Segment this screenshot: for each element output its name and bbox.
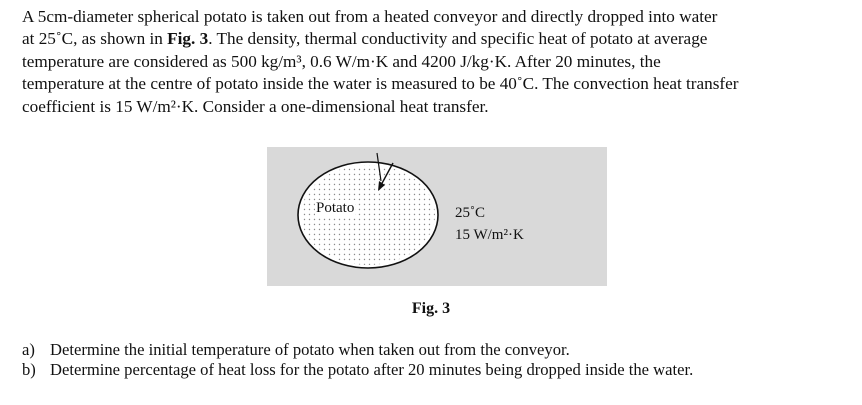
figure-caption: Fig. 3 <box>411 300 451 317</box>
question-b-text: Determine percentage of heat loss for the potato after 20 minutes being dropped inside the water. <box>50 360 694 379</box>
problem-statement <box>22 6 844 118</box>
problem-line-2c: . The density, thermal conductivity and specific heat of potato at average <box>208 29 708 49</box>
water-temperature-label: 25˚C <box>455 205 485 221</box>
problem-line-5: coefficient is 15 W/m²·K. Consider a one-dimensional heat transfer. <box>22 96 489 116</box>
fig-reference: Fig. 3 <box>167 29 209 49</box>
problem-line-3: temperature are considered as 500 kg/m³, 0.6 W/m·K and 4200 J/kg·K. After 20 minutes, the <box>22 51 661 71</box>
problem-line-2a: at 25˚C, as shown in <box>22 29 168 49</box>
convection-coefficient-label: 15 W/m²·K <box>455 227 524 243</box>
question-b <box>22 360 693 380</box>
figure-3 <box>267 147 607 286</box>
potato-label: Potato <box>316 200 355 216</box>
problem-line-1: A 5cm-diameter spherical potato is taken out from a heated conveyor and directly dropped into water <box>22 7 718 26</box>
question-a-text: Determine the initial temperature of potato when taken out from the conveyor. <box>50 340 570 359</box>
figure-drawing <box>267 147 607 286</box>
question-a <box>22 340 570 360</box>
question-a-label: a) <box>22 340 35 359</box>
question-b-label: b) <box>22 360 36 379</box>
problem-line-4: temperature at the centre of potato inside the water is measured to be 40˚C. The convection heat transfer <box>22 74 739 94</box>
